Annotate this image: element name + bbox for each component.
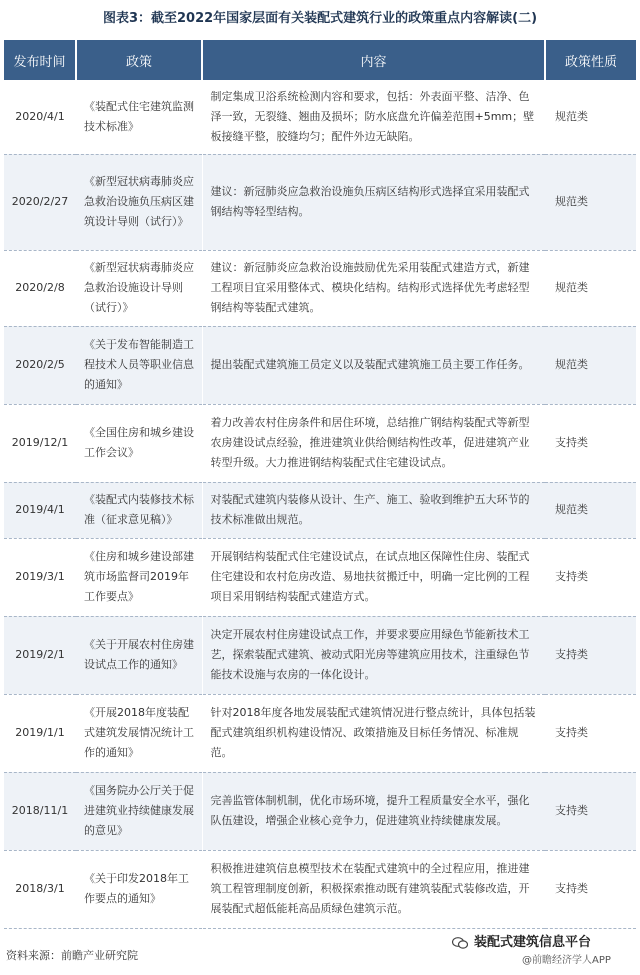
cell-date: 2019/12/1 bbox=[4, 404, 76, 482]
cell-date: 2020/2/5 bbox=[4, 326, 76, 404]
header-date: 发布时间 bbox=[4, 40, 76, 80]
cell-date: 2018/11/1 bbox=[4, 772, 76, 850]
cell-policy: 《装配式住宅建筑监测技术标准》 bbox=[76, 80, 202, 154]
cell-type: 规范类 bbox=[545, 482, 636, 538]
table-row bbox=[4, 250, 636, 326]
header-type: 政策性质 bbox=[545, 40, 636, 80]
source-note: 资料来源：前瞻产业研究院 bbox=[6, 949, 138, 962]
table-row bbox=[4, 80, 636, 154]
wechat-icon bbox=[452, 937, 468, 949]
header-content: 内容 bbox=[202, 40, 545, 80]
header-policy: 政策 bbox=[76, 40, 202, 80]
cell-policy: 《住房和城乡建设部建筑市场监督司2019年工作要点》 bbox=[76, 538, 202, 616]
cell-date: 2020/2/27 bbox=[4, 154, 76, 250]
cell-content: 对装配式建筑内装修从设计、生产、施工、验收到维护五大环节的技术标准做出规范。 bbox=[202, 482, 545, 538]
table-row bbox=[4, 326, 636, 404]
cell-type: 支持类 bbox=[545, 538, 636, 616]
table-row bbox=[4, 850, 636, 928]
cell-policy: 《装配式内装修技术标准（征求意见稿）》 bbox=[76, 482, 202, 538]
cell-policy: 《全国住房和城乡建设工作会议》 bbox=[76, 404, 202, 482]
cell-content: 建议：新冠肺炎应急救治设施鼓励优先采用装配式建造方式，新建工程项目宜采用整体式、模块化结构。结构形式选择优先考虑轻型钢结构等装配式建筑。 bbox=[202, 250, 545, 326]
table-row bbox=[4, 616, 636, 694]
cell-type: 规范类 bbox=[545, 250, 636, 326]
cell-type: 支持类 bbox=[545, 850, 636, 928]
cell-type: 支持类 bbox=[545, 404, 636, 482]
cell-date: 2020/4/1 bbox=[4, 80, 76, 154]
table-row bbox=[4, 694, 636, 772]
table-row bbox=[4, 154, 636, 250]
cell-content: 建议：新冠肺炎应急救治设施负压病区结构形式选择宜采用装配式钢结构等轻型结构。 bbox=[202, 154, 545, 250]
cell-content: 开展钢结构装配式住宅建设试点，在试点地区保障性住房、装配式住宅建设和农村危房改造、易地扶贫搬迁中，明确一定比例的工程项目采用钢结构装配式建造方式。 bbox=[202, 538, 545, 616]
watermark-account bbox=[452, 933, 591, 953]
cell-date: 2019/2/1 bbox=[4, 616, 76, 694]
cell-content: 针对2018年度各地发展装配式建筑情况进行整点统计，具体包括装配式建筑组织机构建设情况、政策措施及目标任务情况、标准规范。 bbox=[202, 694, 545, 772]
cell-date: 2020/2/8 bbox=[4, 250, 76, 326]
cell-date: 2018/3/1 bbox=[4, 850, 76, 928]
cell-type: 规范类 bbox=[545, 154, 636, 250]
cell-type: 规范类 bbox=[545, 80, 636, 154]
cell-content: 积极推进建筑信息模型技术在装配式建筑中的全过程应用，推进建筑工程管理制度创新，积极探索推动既有建筑装配式装修改造，开展装配式超低能耗高品质绿色建筑示范。 bbox=[202, 850, 545, 928]
policy-table bbox=[4, 40, 636, 929]
cell-policy: 《开展2018年度装配式建筑发展情况统计工作的通知》 bbox=[76, 694, 202, 772]
cell-policy: 《新型冠状病毒肺炎应急救治设施负压病区建筑设计导则（试行）》 bbox=[76, 154, 202, 250]
watermark-account-name: 装配式建筑信息平台 bbox=[474, 935, 592, 950]
watermark-sub: @前瞻经济学人APP bbox=[522, 955, 611, 966]
table-row bbox=[4, 482, 636, 538]
cell-content: 完善监管体制机制，优化市场环境，提升工程质量安全水平，强化队伍建设，增强企业核心竞争力，促进建筑业持续健康发展。 bbox=[202, 772, 545, 850]
cell-policy: 《关于开展农村住房建设试点工作的通知》 bbox=[76, 616, 202, 694]
table-row bbox=[4, 772, 636, 850]
table-row bbox=[4, 404, 636, 482]
cell-policy: 《关于印发2018年工作要点的通知》 bbox=[76, 850, 202, 928]
cell-type: 支持类 bbox=[545, 772, 636, 850]
table-header-row bbox=[4, 40, 636, 80]
cell-content: 制定集成卫浴系统检测内容和要求，包括：外表面平整、洁净、色泽一致，无裂缝、翘曲及损坏；防水底盘允许偏差范围+5mm；壁板接缝平整，胶缝均匀；配件外边无缺陷。 bbox=[202, 80, 545, 154]
cell-content: 决定开展农村住房建设试点工作，并要求要应用绿色节能新技术工艺，探索装配式建筑、被动式阳光房等建筑应用技术，注重绿色节能技术设施与农房的一体化设计。 bbox=[202, 616, 545, 694]
table-row bbox=[4, 538, 636, 616]
cell-policy: 《关于发布智能制造工程技术人员等职业信息的通知》 bbox=[76, 326, 202, 404]
cell-policy: 《国务院办公厅关于促进建筑业持续健康发展的意见》 bbox=[76, 772, 202, 850]
cell-policy: 《新型冠状病毒肺炎应急救治设施设计导则（试行）》 bbox=[76, 250, 202, 326]
cell-date: 2019/1/1 bbox=[4, 694, 76, 772]
cell-content: 着力改善农村住房条件和居住环境，总结推广钢结构装配式等新型农房建设试点经验，推进建筑业供给侧结构性改革，促进建筑产业转型升级。大力推进钢结构装配式住宅建设试点。 bbox=[202, 404, 545, 482]
cell-date: 2019/4/1 bbox=[4, 482, 76, 538]
cell-date: 2019/3/1 bbox=[4, 538, 76, 616]
cell-type: 支持类 bbox=[545, 694, 636, 772]
cell-type: 支持类 bbox=[545, 616, 636, 694]
cell-type: 规范类 bbox=[545, 326, 636, 404]
cell-content: 提出装配式建筑施工员定义以及装配式建筑施工员主要工作任务。 bbox=[202, 326, 545, 404]
page-title: 图表3：截至2022年国家层面有关装配式建筑行业的政策重点内容解读(二) bbox=[102, 11, 538, 26]
